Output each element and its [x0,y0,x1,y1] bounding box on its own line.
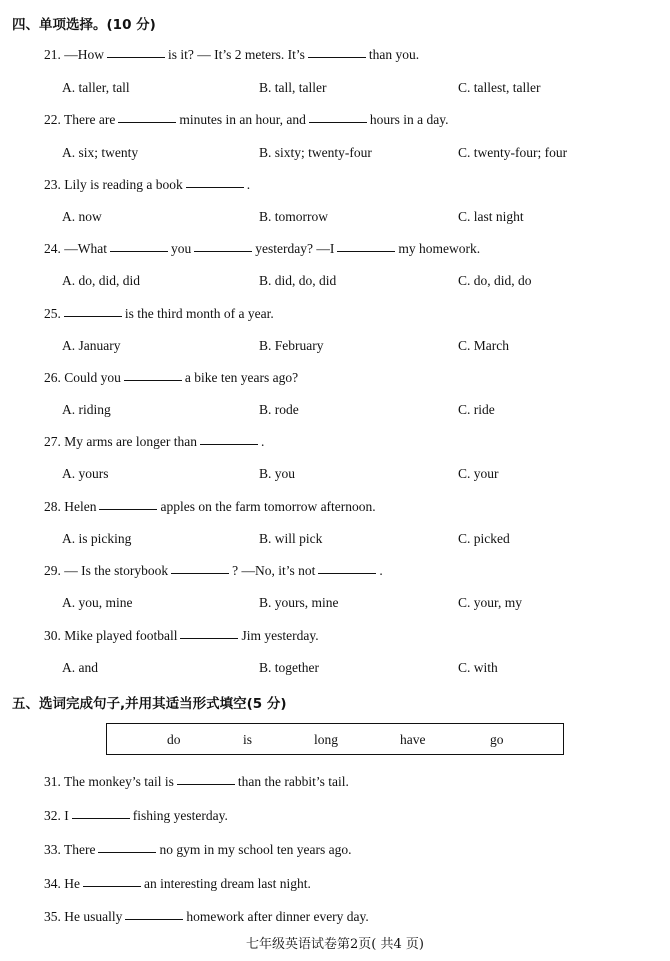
option-a[interactable]: A. taller, tall [62,80,130,95]
option-b[interactable]: B. February [259,338,324,353]
question-35: 35. He usually homework after dinner every day. [44,909,369,924]
question-23: 23. Lily is reading a book . [44,177,251,192]
question-30: 30. Mike played football Jim yesterday. [44,628,319,643]
option-c[interactable]: C. your, my [458,595,522,610]
answer-blank[interactable] [308,56,366,58]
option-a[interactable]: A. riding [62,402,111,417]
section-4-title: 四、单项选择。(10 分) [12,17,156,33]
answer-blank[interactable] [118,121,176,123]
answer-blank[interactable] [337,250,395,252]
question-21: 21. —How is it? — It’s 2 meters. It’s than you. [44,47,420,62]
option-c[interactable]: C. last night [458,209,524,224]
answer-blank[interactable] [186,186,244,188]
answer-blank[interactable] [98,851,156,853]
option-a[interactable]: A. you, mine [62,595,133,610]
option-b[interactable]: B. sixty; twenty-four [259,145,372,160]
answer-blank[interactable] [64,315,122,317]
option-a[interactable]: A. six; twenty [62,145,139,160]
option-a[interactable]: A. now [62,209,102,224]
option-b[interactable]: B. did, do, did [259,273,337,288]
answer-blank[interactable] [72,817,130,819]
question-28: 28. Helen apples on the farm tomorrow afternoon. [44,499,376,514]
option-c[interactable]: C. ride [458,402,495,417]
question-31: 31. The monkey’s tail is than the rabbit’s tail. [44,774,349,789]
option-c[interactable]: C. do, did, do [458,273,532,288]
option-b[interactable]: B. yours, mine [259,595,339,610]
answer-blank[interactable] [309,121,367,123]
option-c[interactable]: C. picked [458,531,510,546]
question-27: 27. My arms are longer than . [44,434,265,449]
answer-blank[interactable] [177,783,235,785]
answer-blank[interactable] [83,885,141,887]
section-5-title: 五、选词完成句子,并用其适当形式填空(5 分) [12,696,287,712]
answer-blank[interactable] [110,250,168,252]
option-b[interactable]: B. tomorrow [259,209,328,224]
question-34: 34. He an interesting dream last night. [44,876,311,891]
answer-blank[interactable] [124,379,182,381]
question-22: 22. There are minutes in an hour, and hours in a day. [44,112,449,127]
word-bank-item: long [314,732,339,747]
option-b[interactable]: B. tall, taller [259,80,327,95]
answer-blank[interactable] [180,637,238,639]
answer-blank[interactable] [107,56,165,58]
question-25: 25. is the third month of a year. [44,306,274,321]
option-c[interactable]: C. twenty-four; four [458,145,568,160]
option-a[interactable]: A. do, did, did [62,273,141,288]
option-b[interactable]: B. will pick [259,531,323,546]
question-33: 33. There no gym in my school ten years ago. [44,842,352,857]
word-bank [106,723,564,755]
option-b[interactable]: B. together [259,660,319,675]
option-c[interactable]: C. with [458,660,498,675]
answer-blank[interactable] [171,572,229,574]
answer-blank[interactable] [99,508,157,510]
question-24: 24. —What you yesterday? —I my homework. [44,241,481,256]
question-29: 29. — Is the storybook ? —No, it’s not . [44,563,383,578]
option-c[interactable]: C. tallest, taller [458,80,541,95]
answer-blank[interactable] [318,572,376,574]
option-a[interactable]: A. and [62,660,98,675]
word-bank-item: do [167,732,181,747]
option-a[interactable]: A. is picking [62,531,132,546]
word-bank-item: have [400,732,426,747]
answer-blank[interactable] [194,250,252,252]
word-bank-item: is [243,732,253,747]
answer-blank[interactable] [200,443,258,445]
page-footer: 七年级英语试卷第2页( 共4 页) [246,937,424,952]
word-bank-item: go [490,732,504,747]
option-c[interactable]: C. March [458,338,509,353]
option-c[interactable]: C. your [458,466,499,481]
question-32: 32. I fishing yesterday. [44,808,228,823]
option-b[interactable]: B. rode [259,402,299,417]
question-26: 26. Could you a bike ten years ago? [44,370,299,385]
option-b[interactable]: B. you [259,466,296,481]
option-a[interactable]: A. yours [62,466,109,481]
option-a[interactable]: A. January [62,338,121,353]
answer-blank[interactable] [125,918,183,920]
